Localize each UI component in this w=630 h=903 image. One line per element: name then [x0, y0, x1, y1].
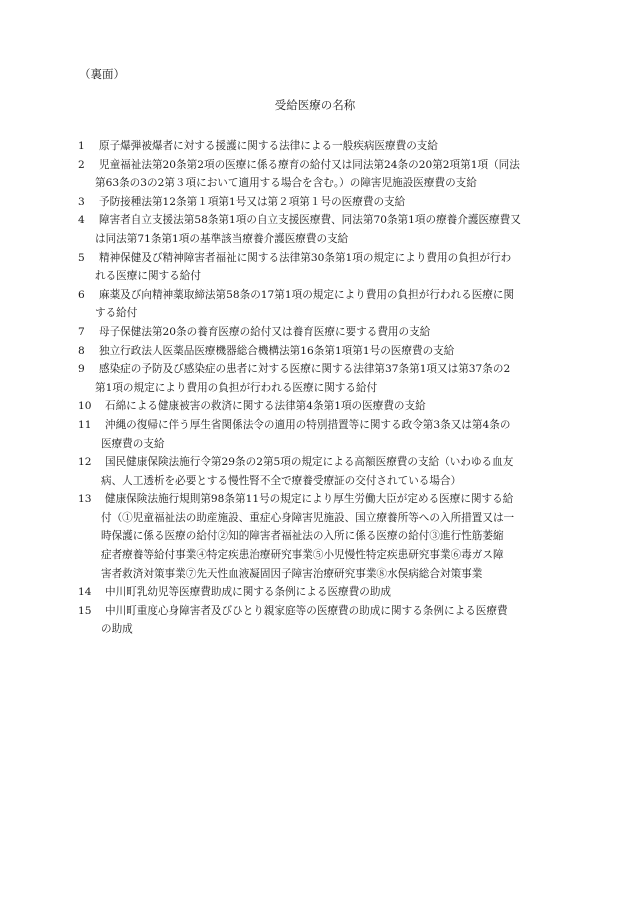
item-text-line: 第63条の3の2第３項において適用する場合を含む。）の障害児施設医療費の支給 [95, 177, 477, 190]
item-text-line: 独立行政法人医薬品医療機器総合機構法第16条第1項第1号の医療費の支給 [99, 344, 455, 357]
item-text [95, 211, 554, 248]
list-item [78, 156, 554, 193]
item-text [101, 453, 554, 490]
item-text-line: れる医療に関する給付 [95, 270, 201, 283]
item-number: 8 [78, 344, 85, 357]
item-text-line: 原子爆弾被爆者に対する援護に関する法律による一般疾病医療費の支給 [99, 140, 438, 152]
item-text-line: 障害者自立支援法第58条第1項の自立支援医療費、同法第70条第1項の療養介護医療費又 [99, 214, 521, 227]
item-text-line: 付（①児童福祉法の助産施設、重症心身障害児施設、国立療養所等への入所措置又は一 [101, 511, 515, 524]
reverse-side-label: （裏面） [79, 67, 125, 81]
list-item [78, 397, 554, 416]
list-item [78, 137, 554, 156]
item-text [99, 323, 554, 342]
item-text [95, 156, 554, 193]
item-number: 7 [78, 325, 85, 338]
list-item [78, 583, 554, 602]
item-number: 2 [78, 158, 85, 171]
item-text-line: 中川町重度心身障害者及びひとり親家庭等の医療費の助成に関する条例による医療費 [105, 604, 508, 617]
item-text [95, 249, 554, 286]
item-text-line: 健康保険法施行規則第98条第11号の規定により厚生労働大臣が定める医療に関する給 [105, 493, 514, 506]
item-text [95, 286, 554, 323]
item-text [95, 360, 554, 397]
item-text-line: する給付 [95, 307, 138, 320]
item-text [99, 342, 554, 361]
item-text-line: の助成 [101, 623, 133, 636]
item-text [101, 416, 554, 453]
item-text [105, 397, 554, 416]
item-text [101, 602, 554, 639]
item-text [105, 583, 554, 602]
item-text-line: 中川町乳幼児等医療費助成に関する条例による医療費の助成 [105, 586, 392, 599]
item-text-line: 第1項の規定により費用の負担が行われる医療に関する給付 [95, 381, 378, 394]
item-text-line: 母子保健法第20条の養育医療の給付又は養育医療に要する費用の支給 [99, 325, 431, 338]
list-item [78, 342, 554, 361]
item-number: 12 [78, 456, 92, 469]
item-number: 6 [78, 288, 85, 301]
list-item [78, 286, 554, 323]
item-text-line: 時保護に係る医療の給付②知的障害者福祉法の入所に係る医療の給付③進行性筋萎縮 [101, 530, 504, 543]
list-item [78, 490, 554, 583]
item-text-line: 精神保健及び精神障害者福祉に関する法律第30条第1項の規定により費用の負担が行わ [99, 251, 512, 264]
item-text [99, 193, 554, 212]
list-item [78, 211, 554, 248]
list-item [78, 360, 554, 397]
item-text-line: 医療費の支給 [101, 437, 165, 450]
item-text-line: は同法第71条第1項の基準該当療養介護医療費の支給 [95, 232, 349, 245]
item-number: 5 [78, 251, 85, 264]
item-text-line: 症者療養等給付事業④特定疾患治療研究事業⑤小児慢性特定疾患研究事業⑥毒ガス障 [101, 549, 504, 562]
item-number: 9 [78, 363, 85, 376]
item-text-line: 感染症の予防及び感染症の患者に対する医療に関する法律第37条第1項又は第37条の2 [99, 363, 511, 376]
item-text-line: 沖縄の復帰に伴う厚生省関係法令の適用の特別措置等に関する政令第3条又は第4条の [105, 418, 511, 431]
item-number: 4 [78, 214, 85, 227]
item-number: 15 [78, 604, 92, 617]
item-number: 1 [78, 140, 85, 152]
item-text-line: 児童福祉法第20条第2項の医療に係る療育の給付又は同法第24条の20第2項第1項（同法 [99, 158, 520, 171]
item-number: 10 [78, 400, 92, 413]
list-item [78, 602, 554, 639]
item-number: 11 [78, 418, 92, 431]
list-item [78, 453, 554, 490]
item-text-line: 害者救済対策事業⑦先天性血液凝固因子障害治療研究事業⑧水俣病総合対策事業 [101, 567, 483, 580]
item-number: 13 [78, 493, 92, 506]
list-item [78, 416, 554, 453]
item-text [99, 137, 554, 156]
item-text-line: 石綿による健康被害の救済に関する法律第4条第1項の医療費の支給 [105, 400, 426, 413]
item-number: 3 [78, 195, 85, 208]
item-text-line: 麻薬及び向精神薬取締法第58条の17第1項の規定により費用の負担が行われる医療に関 [99, 288, 515, 301]
item-text-line: 病、人工透析を必要とする慢性腎不全で療養受療証の交付されている場合） [101, 474, 462, 487]
list-item [78, 323, 554, 342]
item-text-line: 国民健康保険法施行令第29条の2第5項の規定による高額医療費の支給（いわゆる血友 [105, 456, 514, 469]
item-text-line: 予防接種法第12条第１項第1号又は第２項第１号の医療費の支給 [99, 195, 406, 208]
item-text [101, 490, 554, 583]
item-number: 14 [78, 586, 92, 599]
medical-benefit-list [78, 137, 554, 639]
list-item [78, 249, 554, 286]
list-item [78, 193, 554, 212]
document-title: 受給医療の名称 [274, 98, 356, 112]
